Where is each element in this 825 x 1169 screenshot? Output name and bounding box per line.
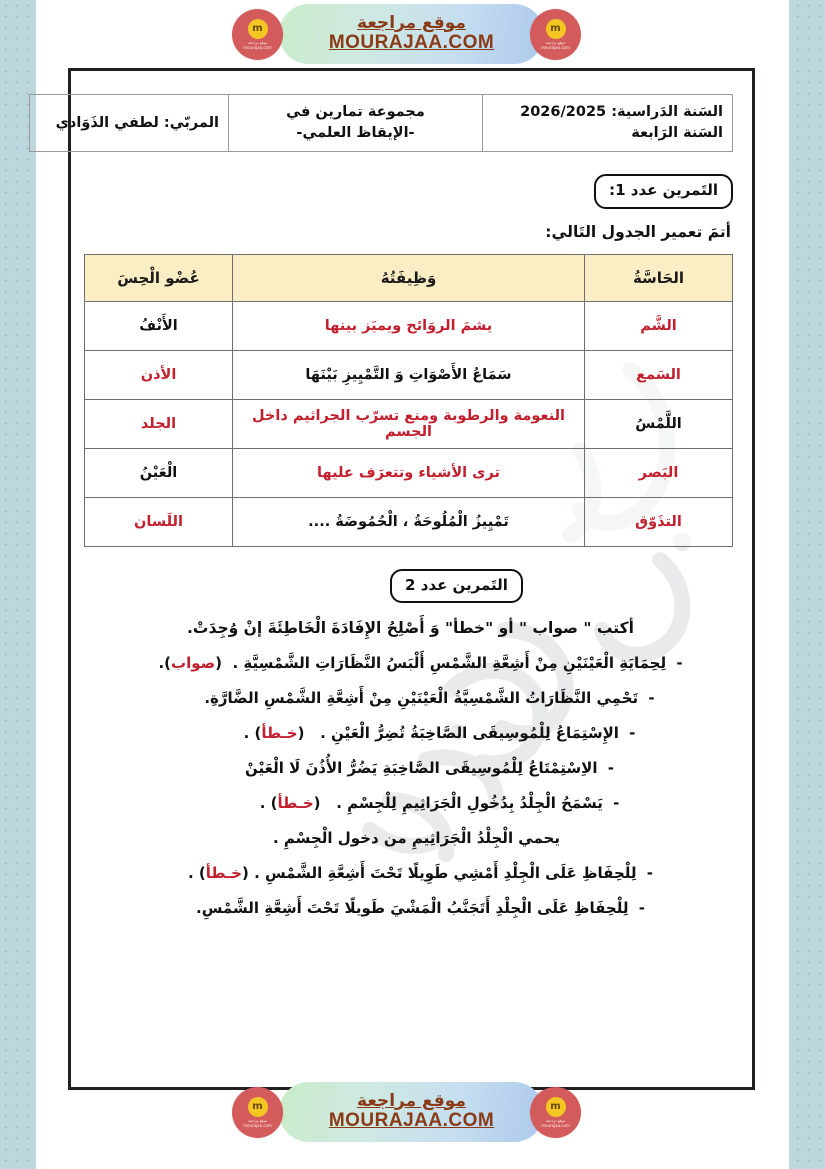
banner-site-url: MOURAJAA.COM — [328, 32, 495, 54]
logo-caption-url: mourajaa.com — [243, 45, 272, 51]
cell-organ: الْعَيْنُ — [85, 448, 233, 497]
list-item — [90, 896, 733, 920]
correction-text: لِلْحِفَاظِ عَلَى الْجِلْدِ أَتَجَنَّبُ الْمَشْيَ طَويلًا تَحْتَ أَشِعَّةِ الشَّمْسِ. — [196, 898, 629, 917]
list-bullet: - — [676, 653, 683, 672]
logo-caption-left — [243, 41, 272, 50]
table-row — [85, 350, 733, 399]
list-bullet: - — [638, 898, 645, 917]
senses-table — [84, 254, 733, 547]
list-item — [90, 651, 733, 675]
statement-text: لِحِمَايَةِ الْعَيْنَيْنِ مِنْ أَشِعَّةِ الشَّمْسِ أَلْبَسُ النَّظَارَاتِ الشَّمْسِيَّةِ . — [232, 653, 667, 672]
cell-function: تَمْيِيزُ الْمُلُوحَةُ ، الْحُمُوضَةُ .... — [233, 497, 585, 546]
list-bullet: - — [646, 863, 653, 882]
school-year-cell — [483, 95, 733, 152]
statement-text: الإِسْتِمَاعُ لِلْمُوسِيقَى الصَّاخِبَةُ تُضِرُّ الْعَيْنِ . — [320, 723, 619, 742]
logo-book-icon: m — [248, 19, 268, 39]
cell-organ: الجلد — [85, 399, 233, 448]
answer-value: خـطأ — [277, 793, 314, 812]
banner-text-top — [279, 4, 544, 64]
exercise-1-title: التَمرين عدد 1: — [594, 174, 733, 209]
answer-open-paren: ( — [313, 793, 331, 812]
list-item — [90, 861, 733, 885]
logo-caption-arabic: موقع مراجعة — [545, 40, 566, 45]
cell-organ: الأَنْفُ — [85, 301, 233, 350]
cell-function: يشمَ الروَائح ويميَز بينها — [233, 301, 585, 350]
banner-site-url: MOURAJAA.COM — [328, 1110, 495, 1132]
list-item — [90, 826, 733, 850]
logo-caption-right — [541, 1119, 570, 1128]
bottom-banner — [0, 1078, 825, 1148]
col-header-sense: الحَاسَّةُ — [585, 254, 733, 301]
exercise-2-header-row — [90, 569, 733, 604]
senses-table-body — [85, 301, 733, 546]
correction-text: تَحْمِي النَّظَارَاتُ الشَّمْسِيَّةُ الْعَيْنَيْنِ مِنْ أَشِعَّةِ الشَّمْسِ الضَّارَّةِ. — [204, 688, 639, 707]
exercise-2-instruction: أكتب " صواب " أو "خطأ" وَ أَصْلِحُ الإِفَادَةَ الْخَاطِئَةَ إنْ وُجِدَتْ. — [187, 619, 634, 638]
table-row — [30, 95, 733, 152]
table-header-row — [85, 254, 733, 301]
banner-arabic-title: موقع مراجعة — [357, 1090, 466, 1111]
cell-sense: البَصر — [585, 448, 733, 497]
exercise-2-title: التَمرين عدد 2 — [390, 569, 523, 604]
exercise-1-instruction: أتمَ تعمير الجدول التَالي: — [545, 222, 731, 241]
logo-book-icon: m — [248, 1097, 268, 1117]
cell-sense: الشَّم — [585, 301, 733, 350]
list-item — [90, 756, 733, 780]
answer-close-paren: ). — [158, 653, 171, 672]
cell-function: ترى الأشياء وتتعرَف عليها — [233, 448, 585, 497]
answer-value: صواب — [171, 653, 216, 672]
cell-organ: اللَسان — [85, 497, 233, 546]
answer-close-paren: ) . — [259, 793, 278, 812]
mourajaa-logo-icon-right — [530, 1087, 581, 1138]
mourajaa-logo-icon-left — [232, 1087, 283, 1138]
list-bullet: - — [607, 758, 614, 777]
mourajaa-logo-icon-left — [232, 9, 283, 60]
school-year-line2: السَنة الرَابعة — [631, 125, 723, 142]
list-item — [90, 721, 733, 745]
cell-sense: السَمع — [585, 350, 733, 399]
teacher-name-cell: المربّي: لطفي الذَوَادي — [30, 95, 229, 152]
answer-close-paren: ) . — [243, 723, 262, 742]
list-item — [90, 686, 733, 710]
logo-book-icon: m — [546, 19, 566, 39]
school-year-line1: السَنة الدَراسية: 2026/2025 — [520, 104, 723, 120]
logo-caption-arabic: موقع مراجعة — [545, 1118, 566, 1123]
logo-caption-arabic: موقع مراجعة — [247, 40, 268, 45]
answer-value: خـطأ — [205, 863, 242, 882]
cell-organ: الأذن — [85, 350, 233, 399]
mourajaa-logo-icon-right — [530, 9, 581, 60]
subject-line2: -الإيقاظ العلمي- — [296, 125, 415, 142]
answer-open-paren: ( — [241, 863, 249, 882]
logo-caption-arabic: موقع مراجعة — [247, 1118, 268, 1123]
worksheet-content — [55, 68, 755, 1090]
worksheet-subject-cell — [229, 95, 483, 152]
logo-caption-url: mourajaa.com — [243, 1123, 272, 1129]
list-bullet: - — [648, 688, 655, 707]
list-item — [90, 791, 733, 815]
banner-text-bottom — [279, 1082, 544, 1142]
subject-line1: مجموعة تمارين في — [286, 104, 425, 120]
table-row — [85, 497, 733, 546]
answer-close-paren: ) . — [188, 863, 206, 882]
list-bullet: - — [613, 793, 620, 812]
exercise-1-header-row — [90, 174, 733, 209]
cell-sense: اللَّمْسُ — [585, 399, 733, 448]
answer-open-paren: ( — [297, 723, 315, 742]
correction-text: يحمي الْجِلْدُ الْجَرَاثِيمِ من دخول الْجِسْمِ . — [273, 828, 560, 847]
cell-function: سَمَاعُ الأَصْوَاتِ وَ التَّمْيِيزِ بَيْنَهَا — [233, 350, 585, 399]
exercise-2-statement-list — [90, 651, 733, 920]
answer-value: خـطأ — [261, 723, 298, 742]
logo-caption-url: mourajaa.com — [541, 45, 570, 51]
table-row — [85, 448, 733, 497]
table-row — [85, 399, 733, 448]
worksheet-header-table — [29, 94, 733, 152]
cell-sense: التذَوّق — [585, 497, 733, 546]
logo-book-icon: m — [546, 1097, 566, 1117]
statement-text: يَسْمَحُ الْجِلْدُ بِدُخُولِ الْجَرَاثِيمِ لِلْجِسْمِ . — [336, 793, 603, 812]
top-banner — [0, 0, 825, 70]
col-header-function: وَظِيفَتُهُ — [233, 254, 585, 301]
table-row — [85, 301, 733, 350]
statement-text: لِلْحِفَاظِ عَلَى الْجِلْدِ أَمْشِي طَوِيلًا تَحْتَ أَشِعَّةِ الشَّمْسِ . — [254, 863, 637, 882]
logo-caption-left — [243, 1119, 272, 1128]
list-bullet: - — [629, 723, 636, 742]
col-header-organ: عُضْو الْحِسَ — [85, 254, 233, 301]
logo-caption-url: mourajaa.com — [541, 1123, 570, 1129]
answer-open-paren: ( — [215, 653, 228, 672]
banner-arabic-title: موقع مراجعة — [357, 12, 466, 33]
logo-caption-right — [541, 41, 570, 50]
cell-function: النعومة والرطوبة ومنع تسرّب الجراثيم داخل الجسم — [233, 399, 585, 448]
correction-text: الاِسْتِمْتَاعُ لِلْمُوسِيقَى الصَّاخِبَةِ يَضُرُّ الأُذُنَ لَا الْعَيْنْ — [245, 758, 598, 777]
